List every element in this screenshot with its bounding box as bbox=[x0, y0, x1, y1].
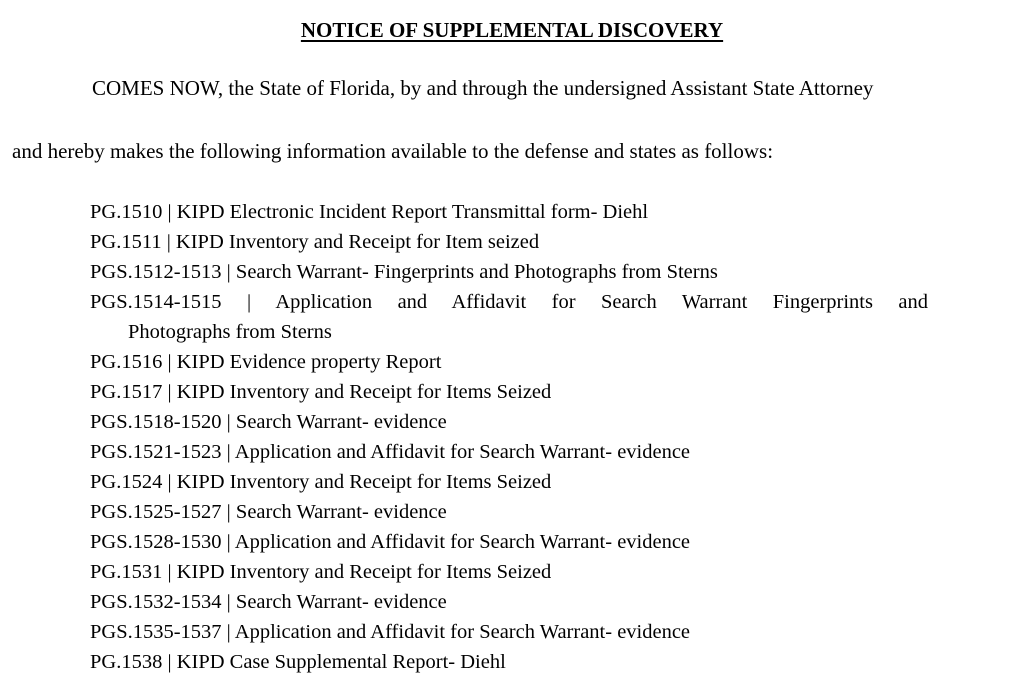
list-item bbox=[90, 197, 970, 227]
list-item bbox=[90, 527, 970, 557]
list-item bbox=[90, 617, 970, 647]
list-item-text: PG.1531 | KIPD Inventory and Receipt for Items Seized bbox=[90, 561, 552, 583]
list-item-text: PG.1510 | KIPD Electronic Incident Report Transmittal form- Diehl bbox=[90, 201, 649, 223]
list-item-text: PGS.1514-1515 | Application and Affidavit for Search Warrant Fingerprints and bbox=[90, 291, 928, 313]
list-item bbox=[90, 407, 970, 437]
document-title-text: NOTICE OF SUPPLEMENTAL DISCOVERY bbox=[300, 18, 724, 42]
intro-line-1: COMES NOW, the State of Florida, by and through the undersigned Assistant State Attorney bbox=[92, 76, 874, 100]
list-item bbox=[90, 647, 970, 677]
list-item-text: PGS.1528-1530 | Application and Affidavit for Search Warrant- evidence bbox=[90, 531, 691, 553]
discovery-list bbox=[90, 197, 970, 677]
list-item bbox=[90, 287, 970, 347]
list-item-text: PGS.1518-1520 | Search Warrant- evidence bbox=[90, 411, 447, 433]
list-item-text: PG.1516 | KIPD Evidence property Report bbox=[90, 351, 442, 373]
list-item-text: PGS.1535-1537 | Application and Affidavit for Search Warrant- evidence bbox=[90, 621, 691, 643]
list-item-text: PGS.1512-1513 | Search Warrant- Fingerprints and Photographs from Sterns bbox=[90, 261, 718, 283]
list-item bbox=[90, 467, 970, 497]
list-item-text: PGS.1525-1527 | Search Warrant- evidence bbox=[90, 501, 447, 523]
list-item-text: PG.1517 | KIPD Inventory and Receipt for Items Seized bbox=[90, 381, 552, 403]
list-item-text: PGS.1521-1523 | Application and Affidavit for Search Warrant- evidence bbox=[90, 441, 691, 463]
list-item bbox=[90, 557, 970, 587]
intro-line-2: and hereby makes the following information available to the defense and states as follows: bbox=[12, 139, 774, 163]
list-item bbox=[90, 497, 970, 527]
list-item bbox=[90, 587, 970, 617]
list-item-text: PGS.1532-1534 | Search Warrant- evidence bbox=[90, 591, 447, 613]
list-item bbox=[90, 437, 970, 467]
list-item bbox=[90, 257, 970, 287]
list-item bbox=[90, 377, 970, 407]
list-item-text: PG.1524 | KIPD Inventory and Receipt for Items Seized bbox=[90, 471, 552, 493]
document-title bbox=[0, 16, 1024, 44]
list-item bbox=[90, 347, 970, 377]
list-item-text: PG.1511 | KIPD Inventory and Receipt for Item seized bbox=[90, 231, 540, 253]
list-item-text: PG.1538 | KIPD Case Supplemental Report- Diehl bbox=[90, 651, 506, 673]
list-item bbox=[90, 227, 970, 257]
list-item-continuation: Photographs from Sterns bbox=[128, 321, 332, 343]
